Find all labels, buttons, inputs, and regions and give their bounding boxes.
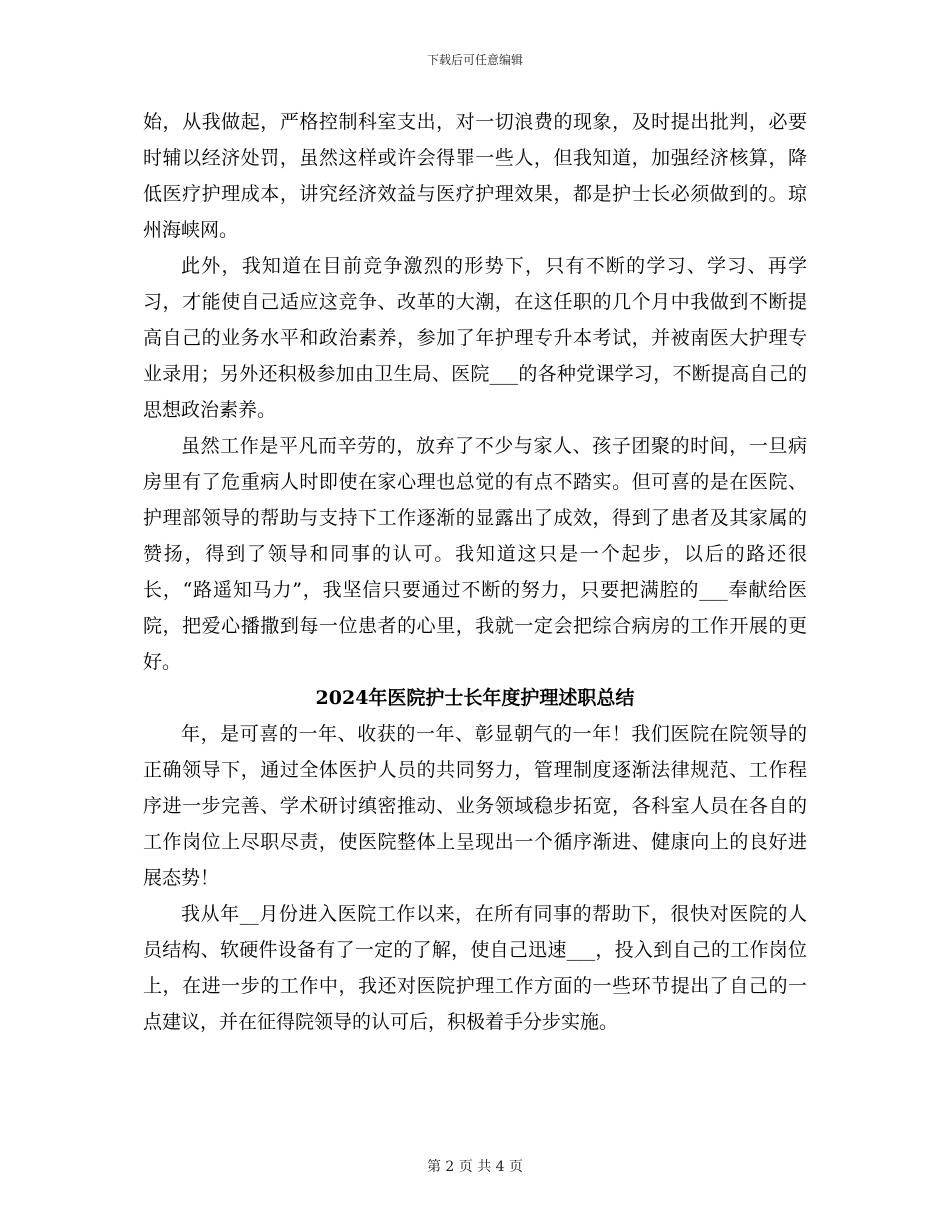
paragraph-continued: 始，从我做起，严格控制科室支出，对一切浪费的现象，及时提出批判，必要时辅以经济处罚，虽然这样或许会得罪一些人，但我知道，加强经济核算，降低医疗护理成本，讲究经济效益与医疗护理效果，都是护士长必须做到的。琼州海峡网。: [143, 111, 807, 241]
section-title: 2024年医院护士长年度护理述职总结: [315, 687, 635, 709]
paragraph-study: 此外，我知道在目前竞争激烈的形势下，只有不断的学习、学习、再学习，才能使自己适应这竞争、改革的大潮，在这任职的几个月中我做到不断提高自己的业务水平和政治素养，参加了年护理专升本考试，并被南医大护理专业录用；另外还积极参加由卫生局、医院___的各种党课学习，不断提高自己的思想政治素养。: [143, 255, 807, 421]
page-footer: 第 2 页 共 4 页: [426, 1159, 524, 1175]
document-body: [143, 104, 807, 1040]
paragraph-year-summary: 年，是可喜的一年、收获的一年、彰显朝气的一年！我们医院在院领导的正确领导下，通过全体医护人员的共同努力，管理制度逐渐法律规范、工作程序进一步完善、学术研讨缜密推动、业务领域稳步拓宽，各科室人员在各自的工作岗位上尽职尽责，使医院整体上呈现出一个循序渐进、健康向上的良好进展态势！: [143, 723, 807, 889]
paragraph-joining: 我从年__月份进入医院工作以来，在所有同事的帮助下，很快对医院的人员结构、软硬件设备有了一定的了解，使自己迅速___，投入到自己的工作岗位上，在进一步的工作中，我还对医院护理工作方面的一些环节提出了自己的一点建议，并在征得院领导的认可后，积极着手分步实施。: [143, 903, 807, 1033]
page-header: 下载后可任意编辑: [426, 53, 523, 67]
paragraph-work: 虽然工作是平凡而辛劳的，放弃了不少与家人、孩子团聚的时间，一旦病房里有了危重病人时即使在家心理也总觉的有点不踏实。但可喜的是在医院、护理部领导的帮助与支持下工作逐渐的显露出了成效，得到了患者及其家属的赞扬，得到了领导和同事的认可。我知道这只是一个起步，以后的路还很长，“路遥知马力”，我坚信只要通过不断的努力，只要把满腔的___奉献给医院，把爱心播撒到每一位患者的心里，我就一定会把综合病房的工作开展的更好。: [143, 435, 807, 673]
